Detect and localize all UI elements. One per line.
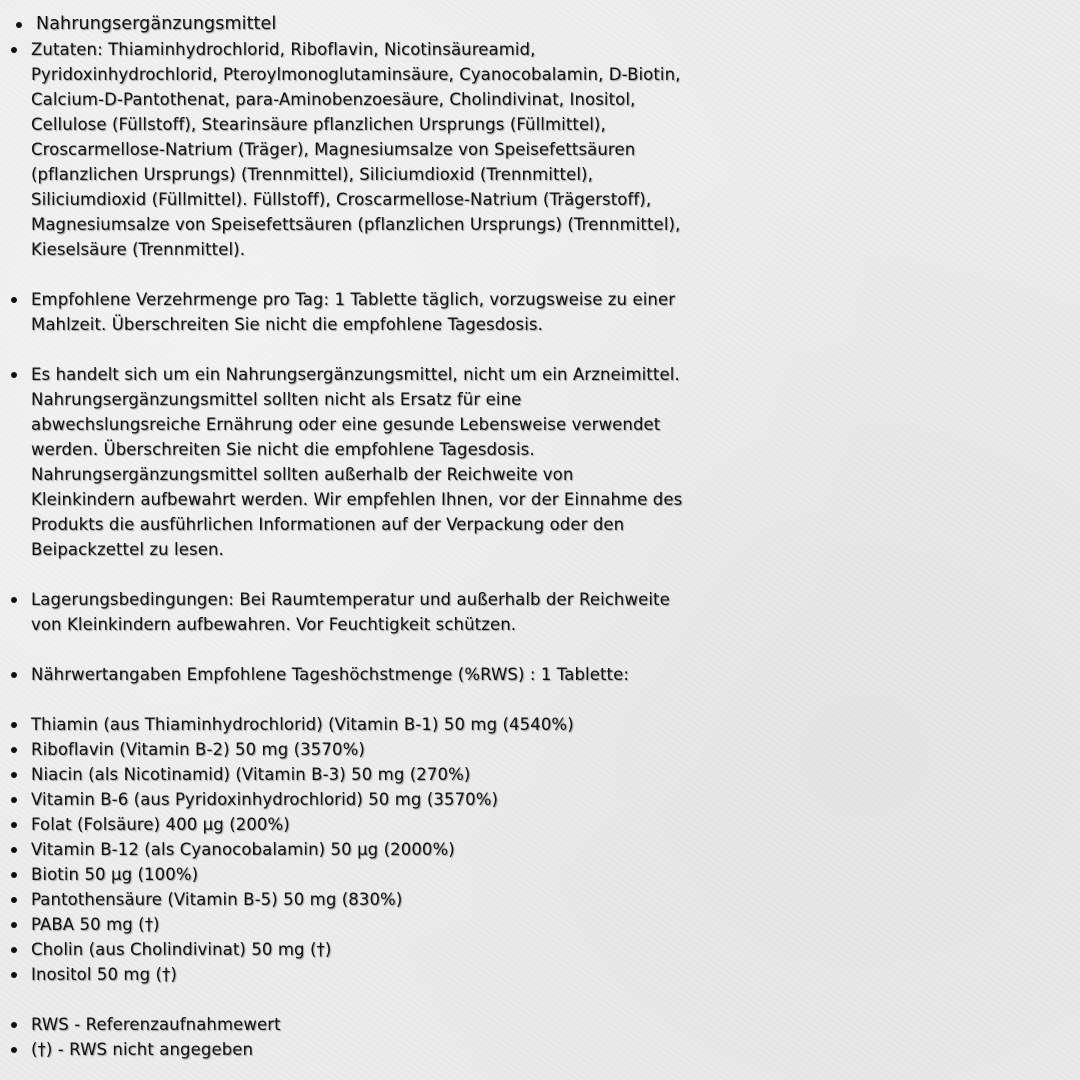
nutrient-item: Thiamin (aus Thiaminhydrochlorid) (Vitamin B-1) 50 mg (4540%): [0, 712, 1080, 737]
spacer: [0, 687, 1080, 712]
title-item: [0, 12, 1080, 37]
bullet-icon: [11, 872, 17, 878]
bullet-icon: [11, 1022, 17, 1028]
document-title: Nahrungsergänzungsmittel: [36, 14, 277, 34]
ingredients-line: Croscarmellose-Natrium (Träger), Magnesiumsalze von Speisefettsäuren: [31, 140, 636, 159]
ingredients-line: Pyridoxinhydrochlorid, Pteroylmonoglutaminsäure, Cyanocobalamin, D-Biotin,: [31, 65, 681, 84]
bullet-icon: [11, 722, 17, 728]
warning-line: abwechslungsreiche Ernährung oder eine gesunde Lebensweise verwendet: [31, 415, 661, 434]
bullet-icon: [11, 47, 17, 53]
storage-item: [0, 587, 1080, 637]
storage-line: Lagerungsbedingungen: Bei Raumtemperatur und außerhalb der Reichweite: [0, 587, 1080, 612]
nutrient-item: Cholin (aus Cholindivinat) 50 mg (†): [0, 937, 1080, 962]
footnote-item: RWS - Referenzaufnahmewert: [0, 1012, 1080, 1037]
spacer: [0, 987, 1080, 1012]
bullet-icon: [11, 672, 17, 678]
nutrient-item: Vitamin B-12 (als Cyanocobalamin) 50 µg (2000%): [0, 837, 1080, 862]
bullet-icon: [11, 297, 17, 303]
document-body: [0, 12, 1080, 1062]
warning-line: Kleinkindern aufbewahrt werden. Wir empfehlen Ihnen, vor der Einnahme des: [31, 490, 683, 509]
spacer: [0, 637, 1080, 662]
ingredients-line: Magnesiumsalze von Speisefettsäuren (pflanzlichen Ursprungs) (Trennmittel),: [31, 215, 681, 234]
ingredients-line: Kieselsäure (Trennmittel).: [31, 240, 246, 259]
nutrient-item: Riboflavin (Vitamin B-2) 50 mg (3570%): [0, 737, 1080, 762]
warning-line: werden. Überschreiten Sie nicht die empfohlene Tagesdosis.: [31, 440, 535, 459]
nutrition-heading: Nährwertangaben Empfohlene Tageshöchstmenge (%RWS) : 1 Tablette:: [31, 665, 630, 684]
bullet-icon: [11, 597, 17, 603]
ingredients-line: Calcium-D-Pantothenat, para-Aminobenzoesäure, Cholindivinat, Inositol,: [31, 90, 636, 109]
nutrition-heading-item: [0, 662, 1080, 687]
spacer: [0, 262, 1080, 287]
bullet-icon: [11, 922, 17, 928]
bullet-icon: [11, 1047, 17, 1053]
spacer: [0, 337, 1080, 362]
bullet-icon: [11, 797, 17, 803]
nutrient-item: Niacin (als Nicotinamid) (Vitamin B-3) 50 mg (270%): [0, 762, 1080, 787]
warning-line: Produkts die ausführlichen Informationen auf der Verpackung oder den: [31, 515, 625, 534]
nutrient-item: Pantothensäure (Vitamin B-5) 50 mg (830%): [0, 887, 1080, 912]
bullet-icon: [11, 897, 17, 903]
warning-line: Beipackzettel zu lesen.: [31, 540, 224, 559]
nutrient-item: Vitamin B-6 (aus Pyridoxinhydrochlorid) 50 mg (3570%): [0, 787, 1080, 812]
bullet-icon: [11, 822, 17, 828]
bullet-icon: [11, 372, 17, 378]
nutrient-item: Folat (Folsäure) 400 µg (200%): [0, 812, 1080, 837]
ingredients-line: Cellulose (Füllstoff), Stearinsäure pflanzlichen Ursprungs (Füllmittel),: [31, 115, 606, 134]
ingredients-line: (pflanzlichen Ursprungs) (Trennmittel), Siliciumdioxid (Trennmittel),: [31, 165, 593, 184]
ingredients-line: Zutaten: Thiaminhydrochlorid, Riboflavin, Nicotinsäureamid,: [0, 37, 1080, 62]
warning-item: [0, 362, 1080, 562]
footnote-item: (†) - RWS nicht angegeben: [0, 1037, 1080, 1062]
warning-line: Nahrungsergänzungsmittel sollten nicht als Ersatz für eine: [31, 390, 522, 409]
dosage-line: Empfohlene Verzehrmenge pro Tag: 1 Tablette täglich, vorzugsweise zu einer: [0, 287, 1080, 312]
bullet-icon: [11, 847, 17, 853]
nutrient-item: PABA 50 mg (†): [0, 912, 1080, 937]
bullet-icon: [11, 747, 17, 753]
nutrient-item: Biotin 50 µg (100%): [0, 862, 1080, 887]
bullet-icon: [11, 772, 17, 778]
bullet-icon: [11, 947, 17, 953]
warning-line: Nahrungsergänzungsmittel sollten außerhalb der Reichweite von: [31, 465, 574, 484]
dosage-item: [0, 287, 1080, 337]
nutrient-item: Inositol 50 mg (†): [0, 962, 1080, 987]
nutrient-list: [0, 712, 1080, 987]
footnote-list: [0, 1012, 1080, 1062]
ingredients-line: Siliciumdioxid (Füllmittel). Füllstoff), Croscarmellose-Natrium (Trägerstoff),: [31, 190, 652, 209]
bullet-icon: [11, 972, 17, 978]
dosage-line: Mahlzeit. Überschreiten Sie nicht die empfohlene Tagesdosis.: [31, 315, 543, 334]
storage-line: von Kleinkindern aufbewahren. Vor Feuchtigkeit schützen.: [31, 615, 517, 634]
spacer: [0, 562, 1080, 587]
ingredients-item: [0, 37, 1080, 262]
bullet-icon: [16, 22, 22, 28]
warning-line: Es handelt sich um ein Nahrungsergänzungsmittel, nicht um ein Arzneimittel.: [0, 362, 1080, 387]
